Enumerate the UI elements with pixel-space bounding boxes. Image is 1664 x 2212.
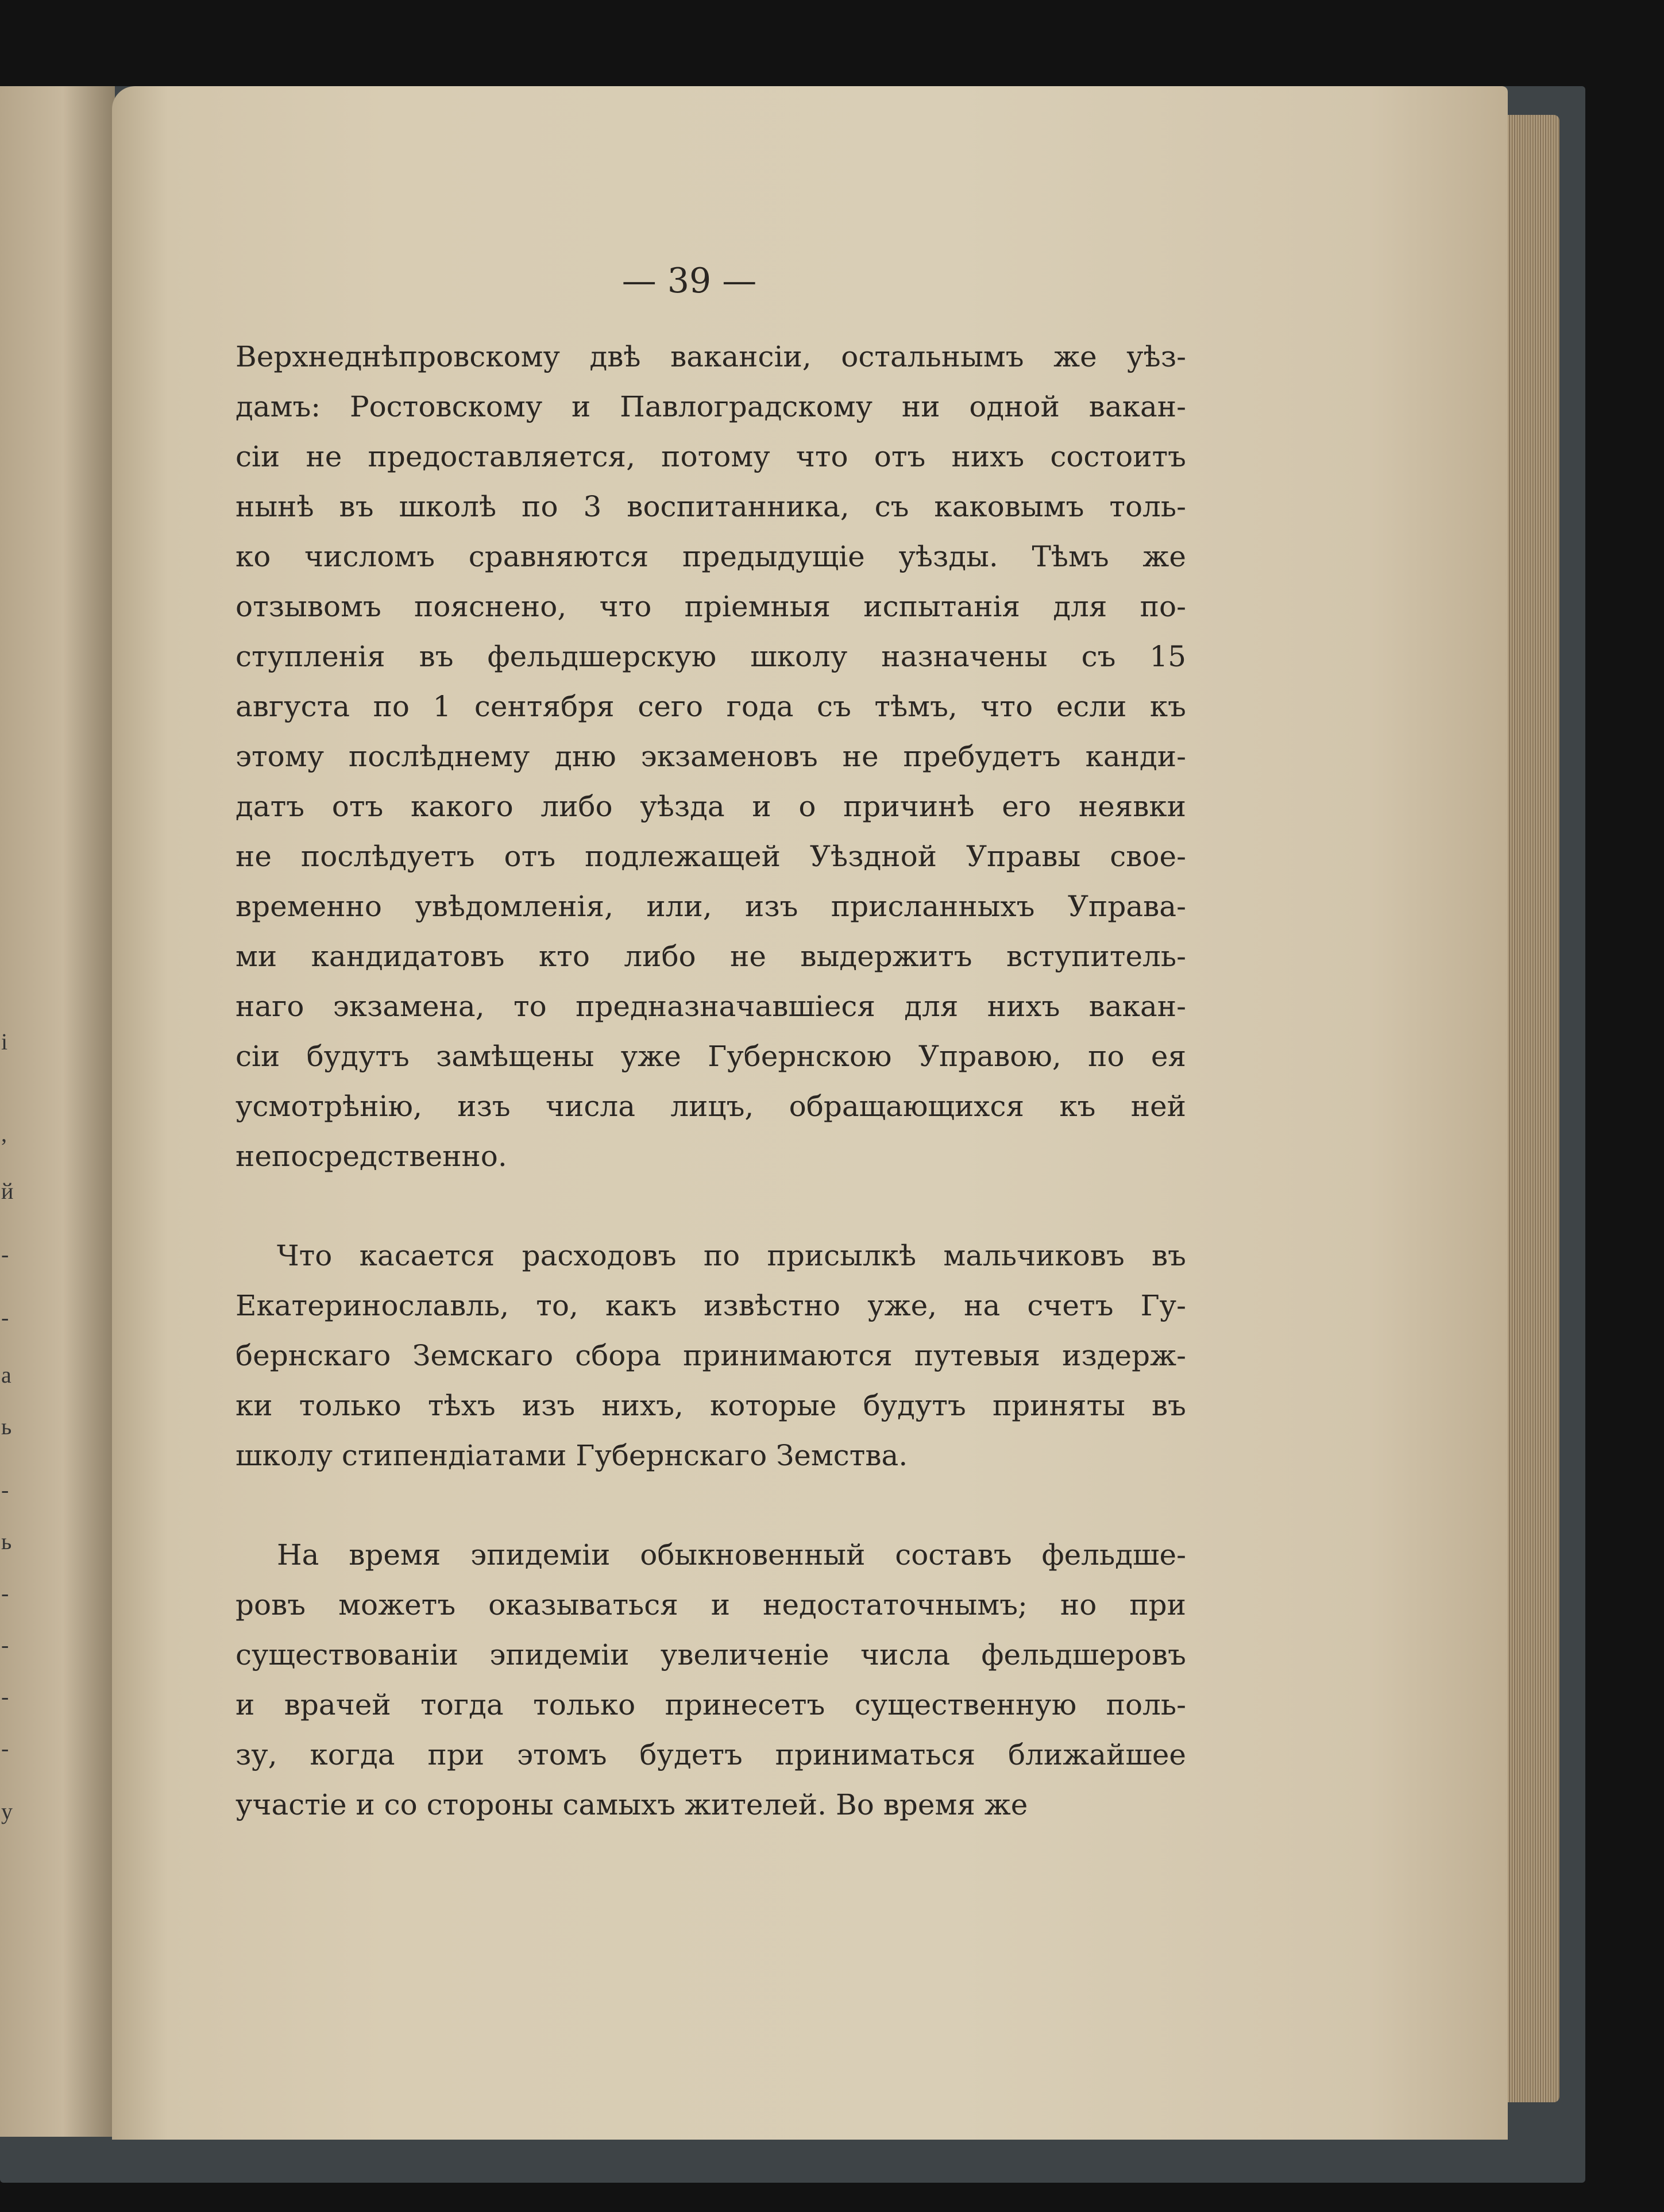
edge-letter: ь bbox=[1, 1528, 12, 1554]
paragraph-1 bbox=[235, 332, 1186, 1182]
text-line: наго экзамена, то предназначавшіеся для нихъ вакан- bbox=[235, 990, 1186, 1023]
edge-letter: - bbox=[1, 1304, 9, 1330]
text-line: сіи не предоставляется, потому что отъ нихъ состоитъ bbox=[235, 440, 1186, 473]
text-line: этому послѣднему дню экзаменовъ не пребудетъ канди- bbox=[235, 740, 1186, 773]
text-line: и врачей тогда только принесетъ существенную поль- bbox=[235, 1688, 1186, 1721]
edge-letter: а bbox=[1, 1362, 11, 1388]
text-line: зу, когда при этомъ будетъ приниматься ближайшее bbox=[235, 1738, 1186, 1771]
text-line: Екатеринославль, то, какъ извѣстно уже, на счетъ Гу- bbox=[235, 1289, 1186, 1322]
text-line: На время эпидеміи обыкновенный составъ фельдше- bbox=[277, 1538, 1186, 1572]
text-line: дамъ: Ростовскому и Павлоградскому ни одной вакан- bbox=[235, 390, 1186, 423]
edge-letter: й bbox=[1, 1178, 14, 1204]
left-page-edge bbox=[0, 86, 115, 2137]
text-line: датъ отъ какого либо уѣзда и о причинѣ его неявки bbox=[235, 790, 1186, 823]
text-line: существованіи эпидеміи увеличеніе числа фельдшеровъ bbox=[235, 1638, 1186, 1671]
edge-letter: - bbox=[1, 1684, 9, 1709]
text-block bbox=[235, 332, 1186, 1830]
page-number: — 39 — bbox=[621, 261, 757, 301]
text-line: ко числомъ сравняются предыдущіе уѣзды. Тѣмъ же bbox=[235, 540, 1186, 573]
text-line: Верхнеднѣпровскому двѣ вакансіи, остальнымъ же уѣз- bbox=[235, 340, 1186, 373]
edge-letter: ь bbox=[1, 1414, 12, 1439]
left-edge-letters bbox=[0, 86, 21, 2137]
text-line: временно увѣдомленія, или, изъ присланныхъ Управа- bbox=[235, 890, 1186, 923]
text-line: ровъ можетъ оказываться и недостаточнымъ; но при bbox=[235, 1588, 1186, 1622]
text-line: ступленія въ фельдшерскую школу назначены съ 15 bbox=[235, 640, 1186, 673]
text-line: непосредственно. bbox=[235, 1140, 507, 1173]
edge-letter: і bbox=[1, 1029, 8, 1055]
text-line: участіе и со стороны самыхъ жителей. Во время же bbox=[235, 1788, 1028, 1821]
text-line: ми кандидатовъ кто либо не выдержитъ вступитель- bbox=[235, 940, 1186, 973]
text-line: усмотрѣнію, изъ числа лицъ, обращающихся къ ней bbox=[235, 1090, 1186, 1123]
edge-letter: - bbox=[1, 1477, 9, 1503]
edge-letter: у bbox=[1, 1798, 13, 1824]
text-line: ки только тѣхъ изъ нихъ, которые будутъ приняты въ bbox=[235, 1389, 1186, 1422]
text-line: не послѣдуетъ отъ подлежащей Уѣздной Управы свое- bbox=[235, 840, 1186, 873]
text-line: школу стипендіатами Губернскаго Земства. bbox=[235, 1439, 908, 1472]
text-line: отзывомъ пояснено, что пріемныя испытанія для по- bbox=[235, 590, 1186, 623]
text-line: нынѣ въ школѣ по 3 воспитанника, съ каковымъ толь- bbox=[235, 490, 1186, 523]
paragraph-3 bbox=[235, 1530, 1186, 1830]
edge-letter: - bbox=[1, 1632, 9, 1658]
text-line: бернскаго Земскаго сбора принимаются путевыя издерж- bbox=[235, 1339, 1186, 1372]
text-line: Что касается расходовъ по присылкѣ мальчиковъ въ bbox=[277, 1239, 1186, 1272]
edge-letter: - bbox=[1, 1580, 9, 1606]
text-line: сіи будутъ замѣщены уже Губернскою Управою, по ея bbox=[235, 1040, 1186, 1073]
edge-letter: , bbox=[1, 1121, 7, 1146]
edge-letter: - bbox=[1, 1735, 9, 1761]
edge-letter: - bbox=[1, 1241, 9, 1267]
text-line: августа по 1 сентября сего года съ тѣмъ, что если къ bbox=[235, 690, 1186, 723]
paragraph-2 bbox=[235, 1231, 1186, 1481]
